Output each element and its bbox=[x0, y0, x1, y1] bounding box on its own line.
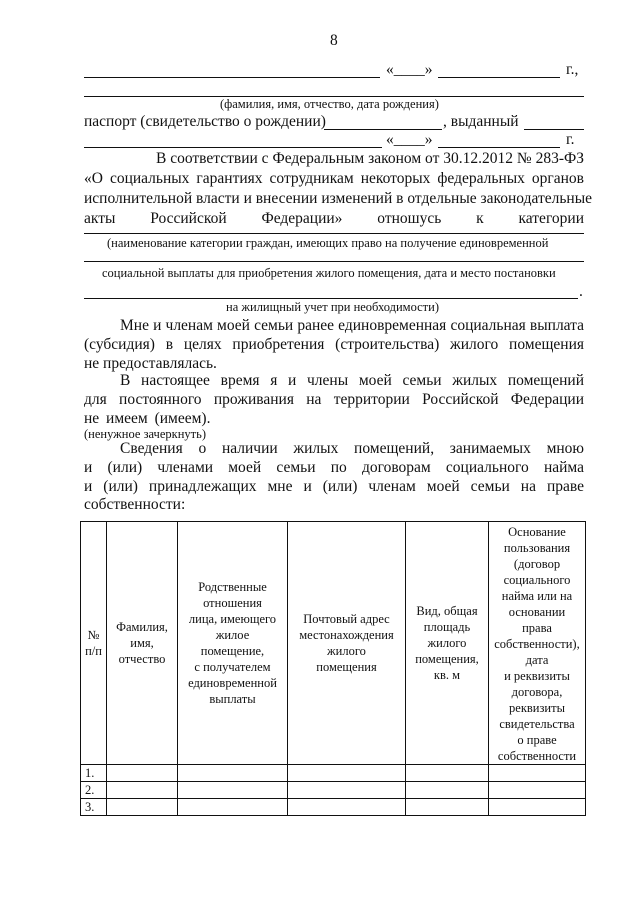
table-cell[interactable] bbox=[489, 782, 586, 799]
blank-line[interactable] bbox=[438, 77, 560, 78]
table-row bbox=[81, 799, 586, 816]
period: . bbox=[579, 283, 583, 300]
paragraph-line: для постоянного проживания на территории Российской Федерации bbox=[84, 391, 584, 408]
paragraph-line: не имеем (имеем). bbox=[84, 410, 211, 427]
blank-line[interactable] bbox=[438, 147, 560, 148]
header-basis: Основание пользования (договор социального найма или на основании права собственности), дата и реквизиты договора, реквизиты свидетельства о праве собственности bbox=[489, 522, 586, 765]
year-suffix: г., bbox=[566, 61, 579, 78]
table-cell[interactable] bbox=[489, 765, 586, 782]
blank-line[interactable] bbox=[84, 147, 382, 148]
table-cell[interactable] bbox=[406, 765, 489, 782]
table-cell[interactable] bbox=[178, 765, 288, 782]
table-cell[interactable] bbox=[288, 799, 406, 816]
table-row bbox=[81, 765, 586, 782]
row-number: 2. bbox=[81, 782, 107, 799]
paragraph-line: не предоставлялась. bbox=[84, 355, 217, 372]
paragraph-line: исполнительной власти и внесении изменений в отдельные законодательные bbox=[84, 190, 592, 207]
table-header-row bbox=[81, 522, 586, 765]
table-cell[interactable] bbox=[178, 799, 288, 816]
caption-category: социальной выплаты для приобретения жилого помещения, дата и место постановки bbox=[102, 266, 556, 280]
strike-note: (ненужное зачеркнуть) bbox=[84, 427, 206, 441]
header-name: Фамилия, имя, отчество bbox=[107, 522, 178, 765]
housing-table bbox=[80, 521, 586, 816]
page-number: 8 bbox=[330, 32, 338, 49]
paragraph-line: Сведения о наличии жилых помещений, занимаемых мною bbox=[120, 440, 584, 457]
blank-line[interactable] bbox=[84, 233, 584, 234]
date-quote: «____» bbox=[386, 131, 433, 148]
table-cell[interactable] bbox=[288, 765, 406, 782]
table-cell[interactable] bbox=[406, 799, 489, 816]
blank-line[interactable] bbox=[84, 261, 584, 262]
row-number: 1. bbox=[81, 765, 107, 782]
table-cell[interactable] bbox=[107, 799, 178, 816]
paragraph-line: и (или) членами моей семьи по договорам социального найма bbox=[84, 459, 584, 476]
paragraph-line: (субсидия) в целях приобретения (строительства) жилого помещения bbox=[84, 336, 584, 353]
paragraph-line: собственности: bbox=[84, 496, 186, 513]
blank-line[interactable] bbox=[524, 129, 584, 130]
blank-line[interactable] bbox=[84, 77, 380, 78]
table-cell[interactable] bbox=[406, 782, 489, 799]
header-area: Вид, общая площадь жилого помещения, кв. м bbox=[406, 522, 489, 765]
table-cell[interactable] bbox=[288, 782, 406, 799]
paragraph-line: и (или) принадлежащих мне и (или) членам моей семьи на праве bbox=[84, 478, 584, 495]
paragraph-line: «О социальных гарантиях сотрудникам некоторых федеральных органов bbox=[84, 170, 584, 187]
caption-category: на жилищный учет при необходимости) bbox=[226, 300, 439, 314]
year-suffix: г. bbox=[566, 131, 575, 148]
header-address: Почтовый адрес местонахождения жилого помещения bbox=[288, 522, 406, 765]
date-quote: «____» bbox=[386, 61, 433, 78]
row-number: 3. bbox=[81, 799, 107, 816]
table-cell[interactable] bbox=[107, 765, 178, 782]
blank-line[interactable] bbox=[84, 298, 578, 299]
table-cell[interactable] bbox=[489, 799, 586, 816]
paragraph-line: В соответствии с Федеральным законом от 30.12.2012 № 283-ФЗ bbox=[156, 150, 584, 167]
table-cell[interactable] bbox=[178, 782, 288, 799]
passport-label: паспорт (свидетельство о рождении) bbox=[84, 113, 326, 130]
caption-category: (наименование категории граждан, имеющих право на получение единовременной bbox=[107, 236, 549, 250]
table-cell[interactable] bbox=[107, 782, 178, 799]
blank-line[interactable] bbox=[324, 129, 442, 130]
table-row bbox=[81, 782, 586, 799]
header-relation: Родственные отношения лица, имеющего жилое помещение, с получателем единовременной выплаты bbox=[178, 522, 288, 765]
paragraph-line: В настоящее время я и члены моей семьи жилых помещений bbox=[120, 372, 584, 389]
paragraph-line: акты Российской Федерации» отношусь к категории bbox=[84, 210, 584, 227]
paragraph-line: Мне и членам моей семьи ранее единовременная социальная выплата bbox=[120, 317, 584, 334]
header-number: № п/п bbox=[81, 522, 107, 765]
caption-fio: (фамилия, имя, отчество, дата рождения) bbox=[220, 97, 439, 111]
issued-label: , выданный bbox=[443, 113, 519, 130]
